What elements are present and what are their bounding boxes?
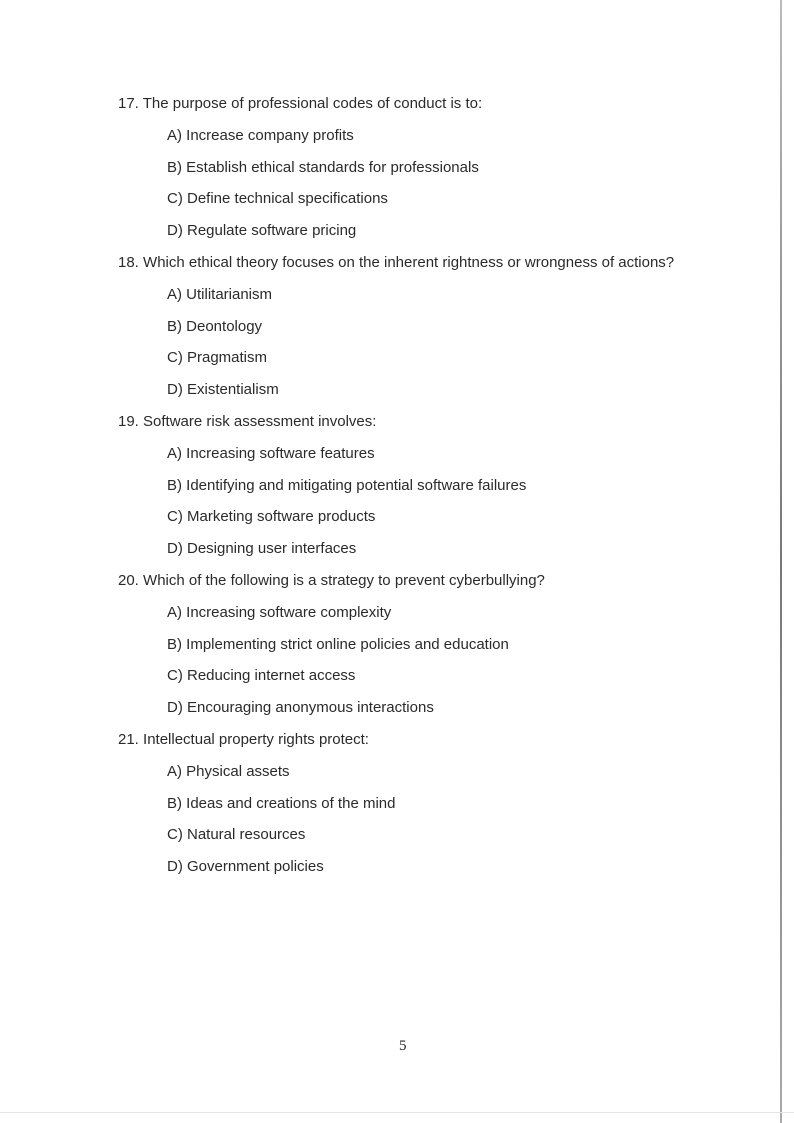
question-stem bbox=[118, 406, 758, 438]
scan-edge bbox=[780, 0, 782, 1123]
question-stem bbox=[118, 88, 758, 120]
answer-option: A) Physical assets bbox=[167, 762, 290, 780]
answer-option: B) Implementing strict online policies and education bbox=[167, 635, 509, 653]
answer-option: A) Increasing software complexity bbox=[167, 603, 392, 621]
answer-option: C) Pragmatism bbox=[167, 349, 268, 367]
answer-option: D) Existentialism bbox=[167, 381, 279, 399]
question-block bbox=[118, 724, 758, 883]
answer-option: B) Ideas and creations of the mind bbox=[167, 794, 396, 812]
answer-option: C) Define technical specifications bbox=[167, 190, 388, 208]
question-block bbox=[118, 565, 758, 724]
answer-option: A) Increase company profits bbox=[167, 126, 354, 144]
answer-option: A) Utilitarianism bbox=[167, 285, 273, 303]
answer-option: C) Marketing software products bbox=[167, 508, 376, 526]
question-list bbox=[118, 88, 758, 883]
answer-option: D) Regulate software pricing bbox=[167, 222, 357, 240]
question-text: Which of the following is a strategy to prevent cyberbullying? bbox=[143, 571, 545, 589]
question-block bbox=[118, 88, 758, 247]
question-text: The purpose of professional codes of conduct is to: bbox=[142, 95, 483, 112]
answer-option: B) Establish ethical standards for professionals bbox=[167, 158, 479, 176]
scan-bottom-edge bbox=[0, 1112, 794, 1113]
answer-option: D) Designing user interfaces bbox=[167, 540, 357, 558]
question-text: Intellectual property rights protect: bbox=[143, 730, 369, 748]
question-number: 18. bbox=[118, 253, 139, 271]
question-stem bbox=[118, 565, 758, 597]
question-number: 20. bbox=[118, 571, 139, 589]
question-stem bbox=[118, 247, 758, 279]
answer-option: C) Reducing internet access bbox=[167, 667, 356, 685]
question-block bbox=[118, 247, 758, 406]
answer-option: D) Encouraging anonymous interactions bbox=[167, 699, 434, 717]
question-stem bbox=[118, 724, 758, 756]
question-number: 17. bbox=[118, 95, 139, 112]
answer-option: B) Identifying and mitigating potential software failures bbox=[167, 476, 527, 494]
question-number: 19. bbox=[118, 412, 139, 430]
answer-option: D) Government policies bbox=[167, 858, 324, 876]
question-text: Which ethical theory focuses on the inherent rightness or wrongness of actions? bbox=[143, 253, 675, 271]
answer-option: C) Natural resources bbox=[167, 826, 306, 844]
page-number: 5 bbox=[399, 1038, 407, 1054]
answer-option: A) Increasing software features bbox=[167, 444, 375, 462]
question-text: Software risk assessment involves: bbox=[143, 412, 377, 430]
answer-option: B) Deontology bbox=[167, 317, 263, 335]
question-number: 21. bbox=[118, 730, 139, 748]
question-block bbox=[118, 406, 758, 565]
